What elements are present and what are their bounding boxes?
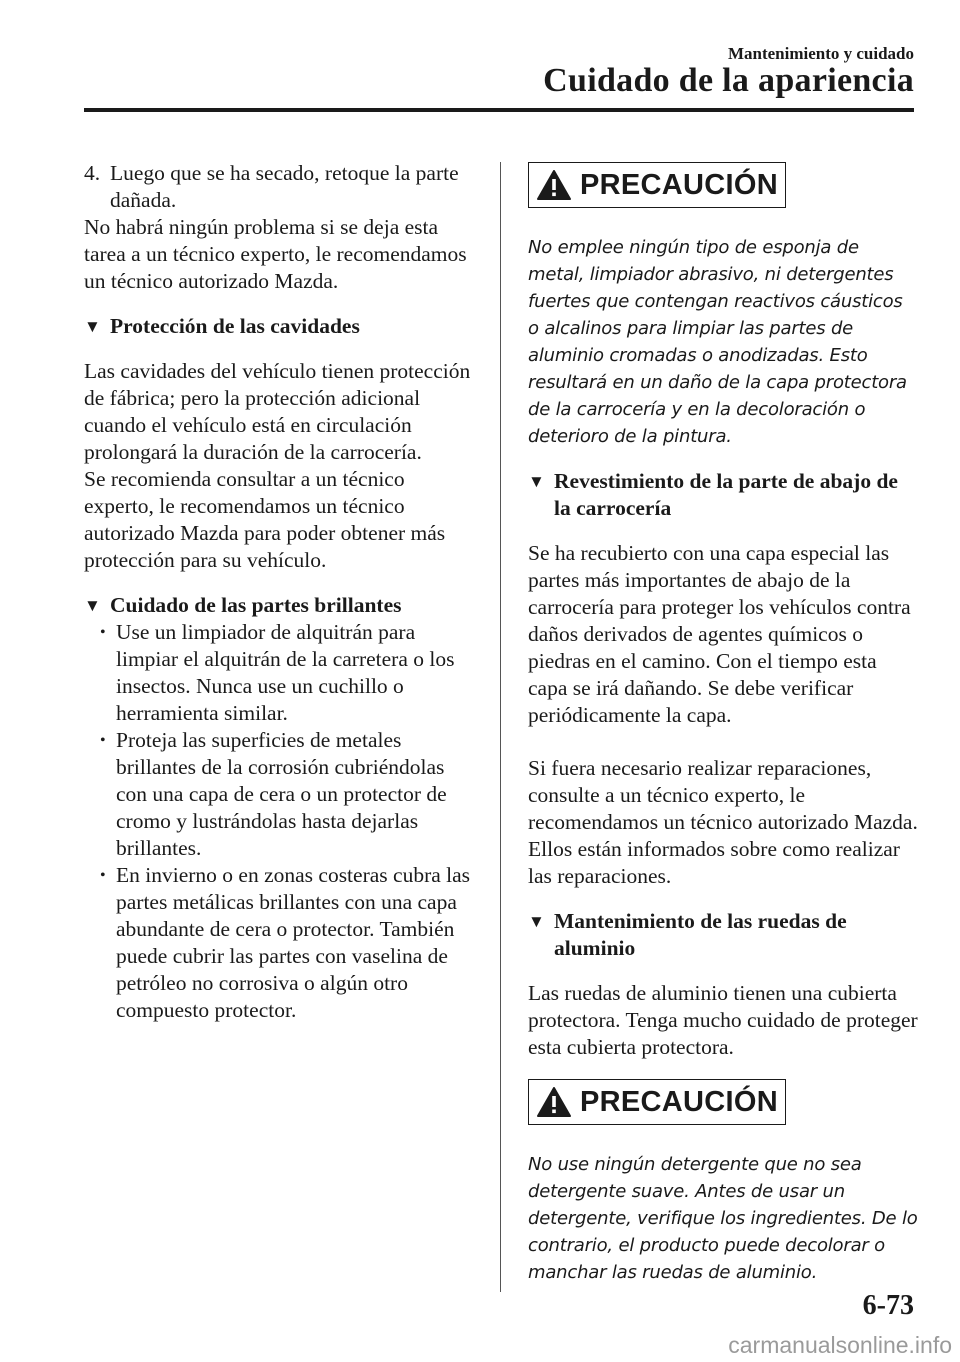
page-number: 6-73	[862, 1290, 914, 1321]
caution-text: No emplee ningún tipo de esponja de metal, limpiador abrasivo, ni detergentes fuertes que contengan reactivos cáusticos o alcalinos para limpiar las partes de aluminio cromadas o anodizadas. Esto resultará en un daño de la capa protectora de la carrocería y en la decoloración o deterioro de la pintura.	[528, 237, 907, 447]
step-text: Luego que se ha secado, retoque la parte dañada.	[110, 161, 459, 212]
caution-label: PRECAUCIÓN	[580, 168, 778, 201]
heading-text: Revestimiento de la parte de abajo de la carrocería	[554, 469, 898, 520]
heading-text: Mantenimiento de las ruedas de aluminio	[554, 909, 847, 960]
list-item	[84, 619, 479, 727]
heading-text: Protección de las cavidades	[110, 314, 360, 338]
step-note: No habrá ningún problema si se deja esta tarea a un técnico experto, le recomendamos un técnico autorizado Mazda.	[84, 215, 467, 293]
triangle-icon: ▼	[528, 912, 545, 931]
bullet-icon: •	[100, 732, 106, 749]
heading-underbody	[528, 468, 918, 522]
right-column	[528, 162, 918, 1286]
left-column	[84, 160, 479, 1024]
cavities-paragraph-2: Se recomienda consultar a un técnico experto, le recomendamos un técnico autorizado Mazda para poder obtener más protección para su vehículo.	[84, 467, 446, 572]
underbody-paragraph-2: Si fuera necesario realizar reparaciones, consulte a un técnico experto, le recomendamos un técnico autorizado Mazda. Ellos están informados sobre como realizar las reparaciones.	[528, 756, 918, 888]
header-rule	[84, 108, 914, 112]
heading-cavities	[84, 313, 479, 340]
cavities-paragraph-1: Las cavidades del vehículo tienen protección de fábrica; pero la protección adicional cuando el vehículo está en circulación prolongará la duración de la carrocería.	[84, 359, 471, 464]
page-title: Cuidado de la apariencia	[543, 62, 914, 99]
triangle-icon: ▼	[528, 472, 545, 491]
list-item	[84, 727, 479, 862]
wheels-paragraph: Las ruedas de aluminio tienen una cubierta protectora. Tenga mucho cuidado de proteger esta cubierta protectora.	[528, 981, 918, 1059]
triangle-icon: ▼	[84, 317, 101, 336]
watermark: carmanualsonline.info	[728, 1332, 952, 1358]
list-item-text: Proteja las superficies de metales brillantes de la corrosión cubriéndolas con una capa de cera o un protector de cromo y lustrándolas hasta dejarlas brillantes.	[116, 728, 447, 860]
heading-wheels	[528, 908, 918, 962]
underbody-paragraph-1: Se ha recubierto con una capa especial las partes más importantes de abajo de la carrocería para proteger los vehículos contra daños derivados de agentes químicos o piedras en el camino. Con el tiempo esta capa se irá dañando. Se debe verificar periódicamente la capa.	[528, 541, 911, 727]
caution-box	[528, 162, 786, 208]
heading-bright-parts	[84, 592, 479, 619]
bullet-icon: •	[100, 867, 106, 884]
list-item-text: Use un limpiador de alquitrán para limpiar el alquitrán de la carretera o los insectos. Nunca use un cuchillo o herramienta similar.	[116, 620, 455, 725]
warning-icon	[536, 169, 572, 201]
caution-box	[528, 1079, 786, 1125]
warning-icon	[536, 1086, 572, 1118]
list-item	[84, 862, 479, 1024]
heading-text: Cuidado de las partes brillantes	[110, 593, 402, 617]
caution-text: No use ningún detergente que no sea detergente suave. Antes de usar un detergente, verifique los ingredientes. De lo contrario, el producto puede decolorar o manchar las ruedas de aluminio.	[528, 1154, 918, 1283]
triangle-icon: ▼	[84, 596, 101, 615]
bright-parts-list	[84, 619, 479, 1024]
step-number: 4.	[84, 161, 101, 185]
section-label: Mantenimiento y cuidado	[727, 44, 914, 63]
step-4	[84, 160, 479, 214]
list-item-text: En invierno o en zonas costeras cubra las partes metálicas brillantes con una capa abundante de cera o protector. También puede cubrir las partes con vaselina de petróleo no corrosiva o algún otro compuesto protector.	[116, 863, 471, 1022]
caution-label: PRECAUCIÓN	[580, 1085, 778, 1118]
column-divider	[500, 162, 501, 1292]
bullet-icon: •	[100, 624, 106, 641]
